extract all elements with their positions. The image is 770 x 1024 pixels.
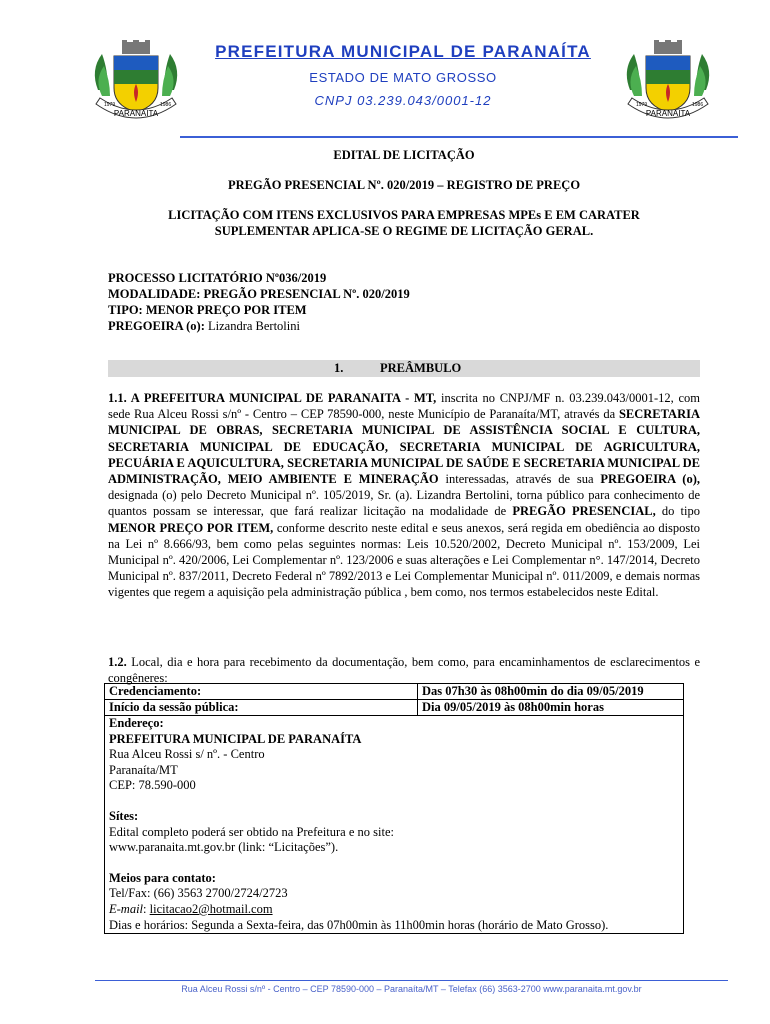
svg-text:PARANAITA: PARANAITA [113, 109, 159, 118]
svg-text:1979: 1979 [636, 102, 648, 108]
inicio-value: Dia 09/05/2019 às 08h00min horas [418, 700, 684, 716]
email-label: E-mail [109, 901, 144, 916]
svg-text:1986: 1986 [692, 102, 704, 108]
header-divider [180, 136, 738, 138]
exclusive-notice-line1: LICITAÇÃO COM ITENS EXCLUSIVOS PARA EMPRESAS MPEs E EM CARATER [168, 208, 640, 222]
credenciamento-value: Das 07h30 às 08h00min do dia 09/05/2019 [418, 684, 684, 700]
p11-modalidade: PREGÃO PRESENCIAL, [512, 504, 656, 519]
table-row [105, 716, 684, 934]
tipo-line: TIPO: MENOR PREÇO POR ITEM [108, 303, 307, 317]
svg-text:1979: 1979 [104, 102, 116, 108]
email-sep: : [143, 901, 150, 916]
p11-text-f: designada (o) pelo Decreto Municipal nº. 105/2019, Sr. (a). Lizandra Bertolini, torna público para conhecimento de quantos possam se interessar, que fará realizar licitação na modalidade de [108, 488, 700, 519]
p11-text-d: interessadas, através de sua [438, 472, 601, 487]
org-name: PREFEITURA MUNICIPAL DE PARANAÍTA [109, 731, 362, 746]
sites-text: Edital completo poderá ser obtido na Prefeitura e no site: [109, 824, 394, 839]
paragraph-1-1 [108, 390, 700, 601]
municipal-seal-left [88, 40, 184, 130]
paragraph-1-2 [108, 654, 700, 686]
state-subtitle: ESTADO DE MATO GROSSO [309, 70, 497, 85]
modalidade-line: MODALIDADE: PREGÃO PRESENCIAL Nº. 020/2019 [108, 287, 410, 301]
schedule-table [104, 683, 684, 934]
p11-pregoeira: PREGOEIRA (o), [600, 472, 700, 487]
municipality-title: PREFEITURA MUNICIPAL DE PARANAÍTA [215, 42, 591, 61]
municipal-seal-right [620, 40, 716, 130]
p11-tipo: MENOR PREÇO POR ITEM, [108, 520, 274, 535]
horarios: Dias e horários: Segunda a Sexta-feira, das 07h00min às 11h00min horas (horário de Mato Grosso). [109, 917, 609, 932]
contact-cell [105, 716, 684, 934]
cep: CEP: 78.590-000 [109, 778, 196, 793]
footer-address: Rua Alceu Rossi s/nº - Centro – CEP 78590-000 – Paranaíta/MT – Telefax (66) 3563-2700 www.paranaita.mt.gov.br [181, 984, 642, 994]
table-row [105, 684, 684, 700]
sites-label: Sítes: [109, 808, 139, 823]
exclusive-notice-line2: SUPLEMENTAR APLICA-SE O REGIME DE LICITAÇÃO GERAL. [214, 224, 594, 238]
p11-text-b: inscrita no CNPJ/MF n. 03.239.043/0001-12, com sede Rua Alceu Rossi s/nº - Centro – CEP 78590-000, neste Município de Paranaíta/MT, através da [108, 391, 700, 422]
telfax: Tel/Fax: (66) 3563 2700/2724/2723 [109, 886, 288, 901]
svg-text:1986: 1986 [160, 102, 172, 108]
p11-text-j: conforme descrito neste edital e seus anexos, será regida em obediência ao disposto na Lei nº 8.666/93, bem como pelas seguintes normas: Leis 10.520/2002, Decreto Municipal nº. 153/2009, Lei Municipal nº. 420/2006, Lei Complementar nº. 123/2006 e suas alterações e Lei Complementar n°. 147/2014, Decreto Municipal nº. 837/2011, Decreto Federal nº 7892/2013 e Lei Complementar Municipal nº. 011/2009, e demais normas vigentes que regem a aquisição pela administração pública , bem como, nos termos estabelecidos neste Edital. [108, 520, 700, 600]
document-title: EDITAL DE LICITAÇÃO [333, 148, 475, 162]
p11-text-h: do tipo [655, 504, 700, 519]
pregoeira-label: PREGOEIRA (o): [108, 319, 208, 333]
svg-text:PARANAITA: PARANAITA [645, 109, 691, 118]
contato-label: Meios para contato: [109, 870, 216, 885]
inicio-label: Início da sessão pública: [105, 700, 418, 716]
p12-text: Local, dia e hora para recebimento da documentação, bem como, para encaminhamentos de esclarecimentos e congêneres: [108, 655, 700, 686]
process-info [108, 270, 410, 334]
section-title: PREÂMBULO [380, 361, 462, 375]
p11-secretarias: SECRETARIA MUNICIPAL DE OBRAS, SECRETARIA MUNICIPAL DE ASSISTÊNCIA SOCIAL E CULTURA, SECRETARIA MUNICIPAL DE EDUCAÇÃO, SECRETARIA MUNICIPAL DE AGRICULTURA, PECUÁRIA E AQUICULTURA, SECRETARIA MUNICIPAL DE SAÚDE E SECRETARIA MUNICIPAL DE ADMINISTRAÇÃO, MEIO AMBIENTE E MINERAÇÃO [108, 407, 700, 487]
processo-line: PROCESSO LICITATÓRIO Nº036/2019 [108, 271, 327, 285]
email-link[interactable]: licitacao2@hotmail.com [149, 901, 273, 916]
street: Rua Alceu Rossi s/ nº. - Centro [109, 747, 265, 762]
p11-lead: 1.1. A PREFEITURA MUNICIPAL DE PARANAITA - MT, [108, 391, 437, 405]
footer-divider [95, 980, 728, 981]
credenciamento-label: Credenciamento: [105, 684, 418, 700]
email-line [109, 902, 679, 918]
sites-url[interactable]: www.paranaita.mt.gov.br (link: “Licitações”). [109, 840, 339, 855]
pregoeira-name: Lizandra Bertolini [208, 319, 300, 333]
table-row [105, 700, 684, 716]
document-subtitle: PREGÃO PRESENCIAL Nº. 020/2019 – REGISTRO DE PREÇO [227, 178, 581, 192]
cnpj-line: CNPJ 03.239.043/0001-12 [314, 93, 492, 108]
p12-number: 1.2. [108, 655, 127, 669]
section-header-preambulo [108, 360, 700, 377]
endereco-label: Endereço: [109, 716, 164, 730]
city: Paranaíta/MT [109, 762, 178, 777]
pregoeira-line [108, 318, 410, 334]
section-number: 1. [334, 361, 344, 375]
